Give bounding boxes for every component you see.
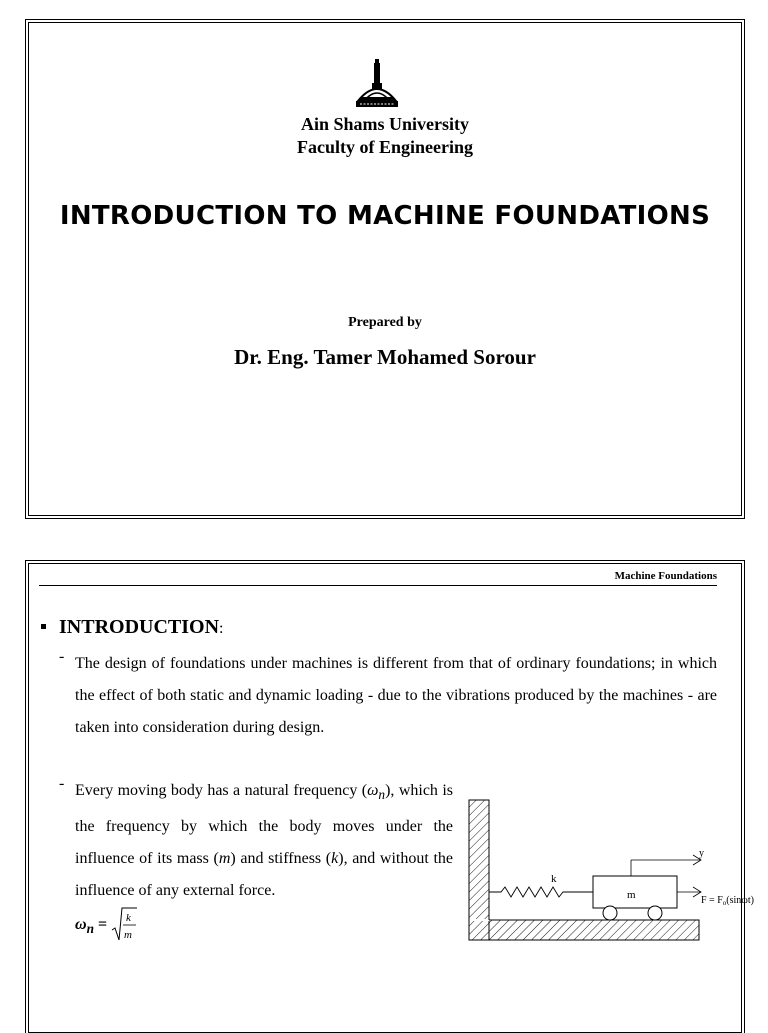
formula-omega: ω — [75, 915, 87, 933]
force-label-rest: (sinωt) — [726, 895, 754, 906]
mass-label: m — [627, 889, 636, 901]
university-logo — [354, 57, 400, 109]
formula-numerator: k — [126, 912, 132, 924]
omega-symbol: ω — [367, 782, 379, 799]
force-label-sub: o — [722, 899, 727, 907]
section-heading-text: INTRODUCTION — [59, 616, 220, 638]
paragraph-natural-frequency — [75, 775, 453, 907]
text-run: Every moving body has a natural frequency ( — [75, 782, 368, 799]
section-heading — [59, 616, 223, 639]
floor — [489, 920, 699, 940]
spring-label: k — [551, 873, 557, 885]
header-rule — [39, 585, 717, 586]
text-run: ), which is the frequency by which the body moves under the influence of its mass ( — [75, 782, 453, 868]
section-heading-colon: : — [219, 620, 224, 637]
author-name: Dr. Eng. Tamer Mohamed Sorour — [234, 345, 536, 369]
university-header — [29, 113, 741, 159]
sqrt-fraction — [111, 906, 137, 944]
dash-marker: - — [59, 648, 65, 665]
faculty-name: Faculty of Engineering — [297, 137, 473, 157]
wheel — [603, 906, 617, 920]
force-label-main: F = F — [701, 895, 723, 906]
wheel — [648, 906, 662, 920]
mass-symbol: m — [218, 850, 231, 868]
formula-denominator: m — [124, 929, 133, 941]
formula-sub: n — [86, 920, 94, 936]
text-run: ) and stiffness ( — [230, 850, 332, 868]
force-label — [701, 895, 754, 907]
paragraph-design: The design of foundations under machines is different from that of ordinary foundations; in which the effect of both static and dynamic loading - due to the vibrations produced by the machines - are taken into consideration during design. — [75, 655, 717, 736]
content-page — [28, 563, 754, 1033]
spring-mass-diagram — [465, 794, 754, 944]
displacement-label: y — [699, 848, 704, 859]
cover-page — [28, 22, 742, 516]
bullet-icon — [41, 624, 46, 629]
natural-frequency-formula — [75, 906, 137, 944]
university-name: Ain Shams University — [300, 114, 470, 134]
subscript-n: n — [378, 787, 386, 803]
text-run: ), and without the influence of any external force. — [75, 850, 454, 900]
spring — [489, 887, 593, 897]
dash-marker: - — [59, 775, 65, 792]
stiffness-symbol: k — [331, 850, 339, 868]
document-title: INTRODUCTION TO MACHINE FOUNDATIONS — [59, 201, 711, 231]
prepared-by-label: Prepared by — [348, 315, 422, 330]
running-header: Machine Foundations — [614, 570, 717, 582]
formula-equals: = — [94, 915, 112, 933]
